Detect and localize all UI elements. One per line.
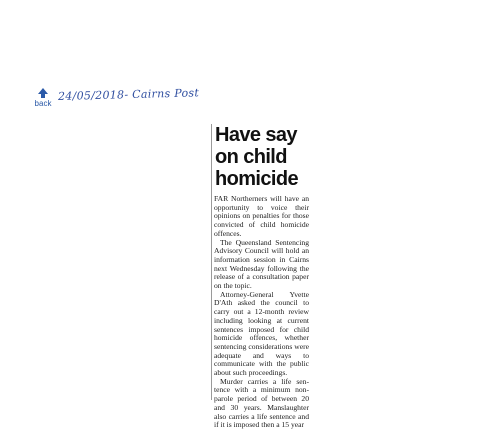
arrow-up-icon: [38, 88, 48, 98]
headline-line: homicide: [215, 168, 298, 190]
column-rule: [211, 124, 212, 400]
article-paragraph: Attorney-General Yvette D'Ath asked the council to carry out a 12-month review including looking at current sentences imposed for child homicide offences, whether sentencing considerations were adequate and ways to communicate with the public about such proceedings.: [214, 289, 309, 378]
newspaper-clipping: [211, 124, 309, 430]
article-headline: [215, 124, 309, 190]
handwritten-date-source: 24/05/2018- Cairns Post: [57, 86, 200, 103]
article-body: [214, 195, 309, 430]
headline-line: on child: [215, 146, 287, 168]
back-label: back: [34, 99, 52, 108]
article-paragraph: The Queensland Sentencing Advisory Council will hold an information session in Cairns next Wednesday following the release of a consultation paper on the topic.: [214, 237, 309, 291]
headline-line: Have say: [215, 124, 297, 146]
back-link[interactable]: [32, 88, 54, 108]
article-paragraph: Murder carries a life sentence with a minimum non-parole period of between 20 and 30 years. Manslaughter also carries a life sentence and if it is imposed then a 15 year: [214, 376, 309, 430]
article-paragraph: FAR Northerners will have an opportunity to voice their opinions on penalties for those convicted of child homicide offences.: [214, 194, 309, 238]
